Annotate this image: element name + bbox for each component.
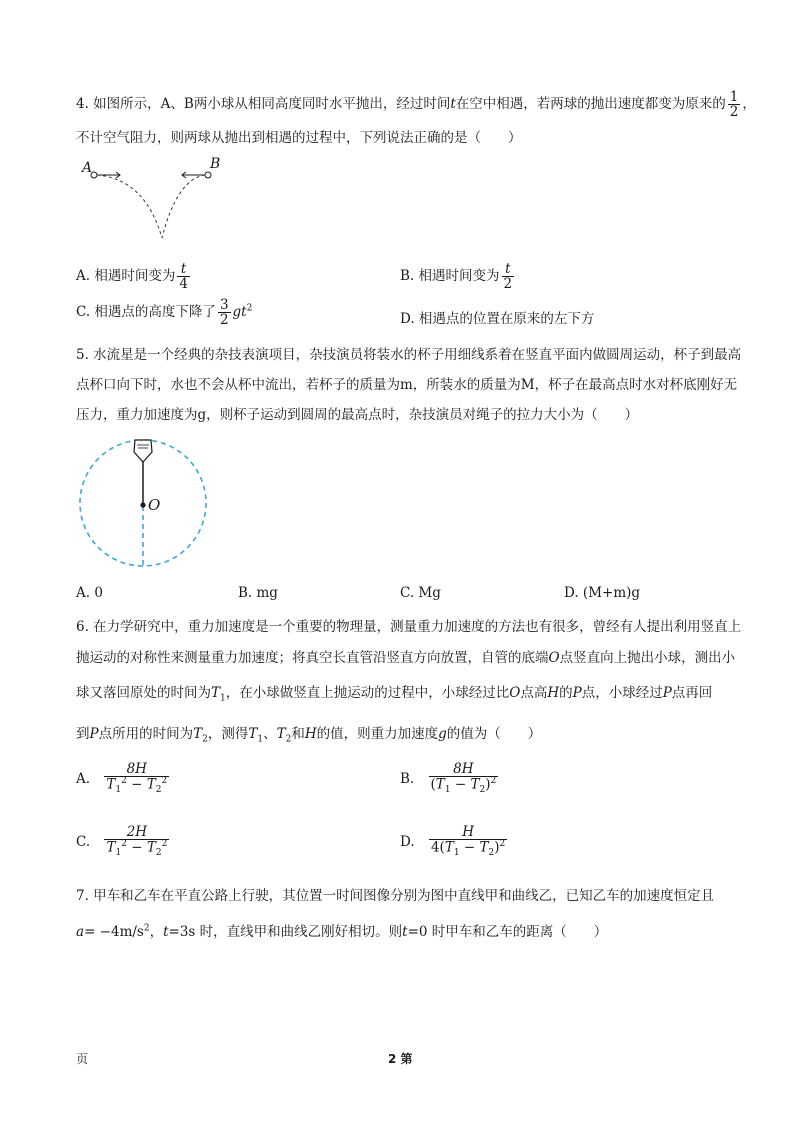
label-a: A	[82, 160, 93, 176]
label-o: O	[148, 496, 161, 514]
q5-line1: 5. 水流星是一个经典的杂技表演项目，杂技演员将装水的杯子用细线系着在竖直平面内做圆周运动，杯子到最高	[76, 347, 742, 363]
q6-option-b: B. $\frac{8H}{(T_1 - T_2)^2}$	[400, 761, 497, 796]
q7-line2: $a= -4m/s^2$，t=3s 时，直线甲和曲线乙刚好相切。则t=0 时甲车和乙车的距离（ ）	[76, 923, 608, 940]
q6-option-a: A. $\frac{8H}{T_1^2 - T_2^2}$	[76, 761, 168, 796]
q4-fraction-half: $\frac{1}{2}$	[729, 89, 739, 121]
q4-line2: 不计空气阻力，则两球从抛出到相遇的过程中，下列说法正确的是（ ）	[76, 130, 522, 146]
q5-circle-diagram	[76, 436, 216, 570]
q7-line1: 7. 甲车和乙车在平直公路上行驶，其位置一时间图像分别为图中直线甲和曲线乙，已知乙车的加速度恒定且	[76, 888, 715, 904]
label-b: B	[210, 156, 221, 172]
q6-line2: 抛运动的对称性来测量重力加速度；将真空长直管沿竖直方向放置，自管的底端O点竖直向上抛出小球，测出小	[76, 650, 736, 666]
q4-option-a: A. 相遇时间变为 $\frac{t}{4}$	[76, 261, 188, 293]
q5-line3: 压力，重力加速度为g，则杯子运动到圆周的最高点时，杂技演员对绳子的拉力大小为（ ）	[76, 407, 639, 423]
q5-option-d: D. (M+m)g	[564, 585, 641, 601]
q6-option-d: D. $\frac{H}{4(T_1 - T_2)^2}$	[400, 824, 506, 859]
q5-line2: 点杯口向下时，水也不会从杯中流出，若杯子的质量为m，所装水的质量为M，杯子在最高点时水对杯底刚好无	[76, 377, 738, 393]
q5-option-a: A. 0	[76, 585, 103, 601]
q4-projectile-diagram	[80, 155, 230, 245]
footer-left: 页	[76, 1052, 89, 1066]
q6-line1: 6. 在力学研究中，重力加速度是一个重要的物理量，测量重力加速度的方法也有很多，曾经有人提出利用竖直上	[76, 619, 742, 635]
page-number: 2 第	[388, 1052, 413, 1066]
q4-option-b: B. 相遇时间变为 $\frac{t}{2}$	[400, 261, 513, 293]
q5-option-c: C. Mg	[400, 585, 441, 601]
q6-line3: 球又落回原处的时间为$T_1$，在小球做竖直上抛运动的过程中，小球经过比O点高H的P点，小球经过P点再回	[76, 685, 713, 704]
q6-line4: 到P点所用的时间为$T_2$，测得$T_1$、$T_2$和H的值，则重力加速度g的值为（ ）	[76, 726, 542, 745]
q6-option-c: C. $\frac{2H}{T_1^2 - T_2^2}$	[76, 824, 168, 859]
q5-option-b: B. mg	[238, 585, 278, 601]
q4-option-d: D. 相遇点的位置在原来的左下方	[400, 311, 595, 327]
q4-line1: 4. 如图所示，A、B两小球从相同高度同时水平抛出，经过时间t在空中相遇，若两球的抛出速度都变为原来的 $\frac{1}{2}$ ，	[76, 89, 756, 121]
q4-option-c: C. 相遇点的高度下降了 $\frac{3}{2}$ $gt^2$	[76, 297, 253, 329]
